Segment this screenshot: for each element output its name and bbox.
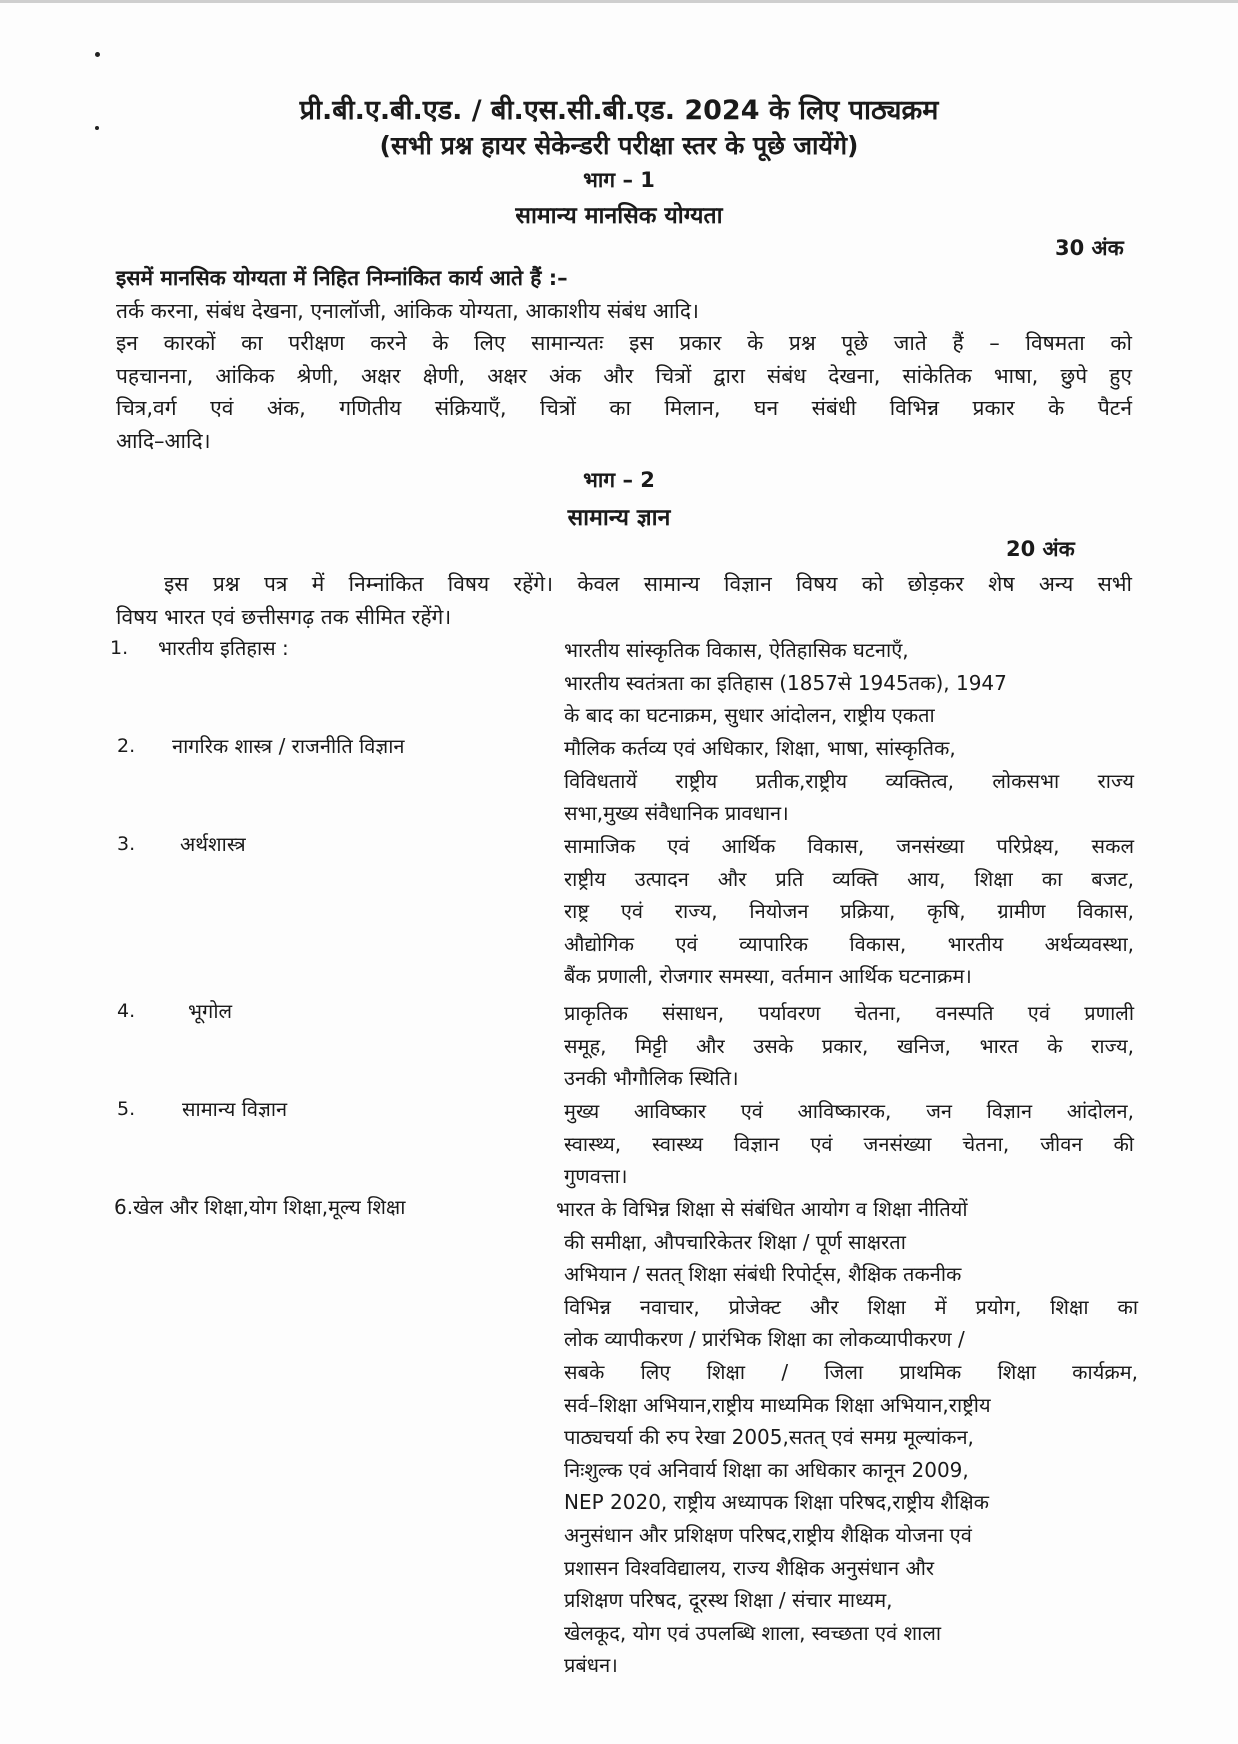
- topic-number: 3.: [117, 833, 136, 855]
- topic-subject: अर्थशास्त्र: [180, 832, 246, 856]
- document-subtitle: (सभी प्रश्न हायर सेकेन्डरी परीक्षा स्तर के पूछे जायेंगे): [379, 131, 859, 160]
- topic-line: खेलकूद, योग एवं उपलब्धि शाला, स्वच्छता एवं शाला: [564, 1620, 942, 1645]
- topic-heading: [114, 1193, 405, 1220]
- topic-description: [564, 830, 1134, 993]
- topic-line: प्रशासन विश्वविद्यालय, राज्य शैक्षिक अनुसंधान और: [564, 1555, 935, 1580]
- scan-edge-line: [0, 0, 1238, 3]
- part1-intro: इसमें मानसिक योग्यता में निहित निम्नांकित कार्य आते हैं :–: [116, 266, 568, 290]
- topic-line: सभा,मुख्य संवैधानिक प्रावधान।: [564, 801, 789, 826]
- topic-line: निःशुल्क एवं अनिवार्य शिक्षा का अधिकार कानून 2009,: [564, 1457, 969, 1482]
- topic-description: [564, 634, 1134, 732]
- part1-marks: 30 अंक: [1055, 236, 1124, 260]
- scan-speck: [95, 52, 100, 57]
- topic-description: [564, 732, 1134, 830]
- topic-line: मुख्य आविष्कार एवं आविष्कारक, जन विज्ञान आंदोलन,: [564, 1099, 1134, 1123]
- topic-line: भारतीय स्वतंत्रता का इतिहास (1857से 1945तक), 1947: [564, 670, 1007, 695]
- topic-line: NEP 2020, राष्ट्रीय अध्यापक शिक्षा परिषद,राष्ट्रीय शैक्षिक: [564, 1490, 990, 1515]
- part1-para-line: इन कारकों का परीक्षण करने के लिए सामान्यतः इस प्रकार के प्रश्न पूछे जाते हैं – विषमता को: [116, 331, 1132, 355]
- part2-intro: [116, 568, 1132, 633]
- part1-para-line: पहचानना, आंकिक श्रेणी, अक्षर क्षेणी, अक्षर अंक और चित्रों द्वारा संबंध देखना, सांकेतिक भाषा, छुपे हुए: [116, 363, 1132, 388]
- part1-label: भाग – 1: [583, 168, 655, 192]
- topic-description: [564, 1095, 1134, 1193]
- topic-line: सर्व–शिक्षा अभियान,राष्ट्रीय माध्यमिक शिक्षा अभियान,राष्ट्रीय: [564, 1392, 991, 1417]
- topic-subject: भूगोल: [188, 999, 233, 1023]
- topic-line: स्वास्थ्य, स्वास्थ्य विज्ञान एवं जनसंख्या चेतना, जीवन की: [564, 1131, 1134, 1156]
- topic-subject: सामान्य विज्ञान: [182, 1097, 288, 1121]
- part2-intro-line: इस प्रश्न पत्र में निम्नांकित विषय रहेंगे। केवल सामान्य विज्ञान विषय को छोड़कर शेष अन्य सभी: [164, 572, 1132, 596]
- topic-line: के बाद का घटनाक्रम, सुधार आंदोलन, राष्ट्रीय एकता: [564, 703, 935, 728]
- part1-title: सामान्य मानसिक योग्यता: [515, 203, 723, 229]
- topic-subject: खेल और शिक्षा,योग शिक्षा,मूल्य शिक्षा: [133, 1195, 406, 1219]
- topic-line: अभियान / सतत् शिक्षा संबंधी रिपोर्ट्स, शैक्षिक तकनीक: [564, 1262, 962, 1287]
- topic-line: औद्योगिक एवं व्यापारिक विकास, भारतीय अर्थव्यवस्था,: [564, 931, 1134, 956]
- document-title: प्री.बी.ए.बी.एड. / बी.एस.सी.बी.एड. 2024 के लिए पाठ्यक्रम: [299, 95, 939, 126]
- topic-number: 5.: [117, 1098, 136, 1120]
- part1-para-line: आदि–आदि।: [116, 428, 211, 453]
- topic-line: की समीक्षा, औपचारिकेतर शिक्षा / पूर्ण साक्षरता: [564, 1229, 906, 1254]
- topic-number: 4.: [117, 1000, 136, 1022]
- topic-number: 6.: [114, 1195, 134, 1219]
- topic-number: 1.: [110, 637, 129, 659]
- part1-para-line: चित्र,वर्ग एवं अंक, गणितीय संक्रियाएँ, चित्रों का मिलान, घन संबंधी विभिन्न प्रकार के पैटर्न: [116, 396, 1132, 420]
- topic-line: मौलिक कर्तव्य एवं अधिकार, शिक्षा, भाषा, सांस्कृतिक,: [564, 736, 956, 760]
- topic-subject: भारतीय इतिहास :: [158, 636, 289, 660]
- topic-line: भारत के विभिन्न शिक्षा से संबंधित आयोग व शिक्षा नीतियों: [556, 1197, 968, 1221]
- part1-line: तर्क करना, संबंध देखना, एनालॉजी, आंकिक योग्यता, आकाशीय संबंध आदि।: [116, 298, 699, 323]
- topic-line: राष्ट्र एवं राज्य, नियोजन प्रक्रिया, कृषि, ग्रामीण विकास,: [564, 899, 1134, 924]
- topic-line: प्रशिक्षण परिषद, दूरस्थ शिक्षा / संचार माध्यम,: [564, 1588, 893, 1613]
- topic-subject: नागरिक शास्त्र / राजनीति विज्ञान: [172, 734, 405, 758]
- part2-label: भाग – 2: [583, 468, 655, 492]
- topic-line: बैंक प्रणाली, रोजगार समस्या, वर्तमान आर्थिक घटनाक्रम।: [564, 964, 972, 989]
- topic-line: प्राकृतिक संसाधन, पर्यावरण चेतना, वनस्पति एवं प्रणाली: [564, 1001, 1134, 1025]
- topic-number: 2.: [117, 735, 136, 757]
- topic-line: लोक व्यापीकरण / प्रारंभिक शिक्षा का लोकव्यापीकरण /: [564, 1327, 965, 1352]
- topic-line: विविधतायें राष्ट्रीय प्रतीक,राष्ट्रीय व्यक्तित्व, लोकसभा राज्य: [564, 768, 1134, 793]
- topic-line: सबके लिए शिक्षा / जिला प्राथमिक शिक्षा कार्यक्रम,: [564, 1359, 1138, 1384]
- topic-description: [556, 1193, 1138, 1682]
- part2-intro-line: विषय भारत एवं छत्तीसगढ़ तक सीमित रहेंगे।: [116, 604, 452, 629]
- topic-line: उनकी भौगौलिक स्थिति।: [564, 1066, 739, 1091]
- part2-marks: 20 अंक: [1006, 537, 1075, 561]
- topic-line: समूह, मिट्टी और उसके प्रकार, खनिज, भारत के राज्य,: [564, 1033, 1134, 1058]
- topic-line: गुणवत्ता।: [564, 1164, 628, 1189]
- topic-line: सामाजिक एवं आर्थिक विकास, जनसंख्या परिप्रेक्ष्य, सकल: [564, 834, 1134, 858]
- topic-description: [564, 997, 1134, 1095]
- topic-line: भारतीय सांस्कृतिक विकास, ऐतिहासिक घटनाएँ,: [564, 638, 909, 662]
- topic-line: राष्ट्रीय उत्पादन और प्रति व्यक्ति आय, शिक्षा का बजट,: [564, 866, 1134, 891]
- topic-line: पाठ्यचर्या की रुप रेखा 2005,सतत् एवं समग्र मूल्यांकन,: [564, 1425, 974, 1450]
- topic-line: अनुसंधान और प्रशिक्षण परिषद,राष्ट्रीय शैक्षिक योजना एवं: [564, 1522, 972, 1547]
- topic-line: प्रबंधन।: [564, 1653, 618, 1678]
- part2-title: सामान्य ज्ञान: [567, 505, 671, 531]
- part1-section: [116, 262, 1132, 457]
- topic-line: विभिन्न नवाचार, प्रोजेक्ट और शिक्षा में प्रयोग, शिक्षा का: [564, 1294, 1138, 1319]
